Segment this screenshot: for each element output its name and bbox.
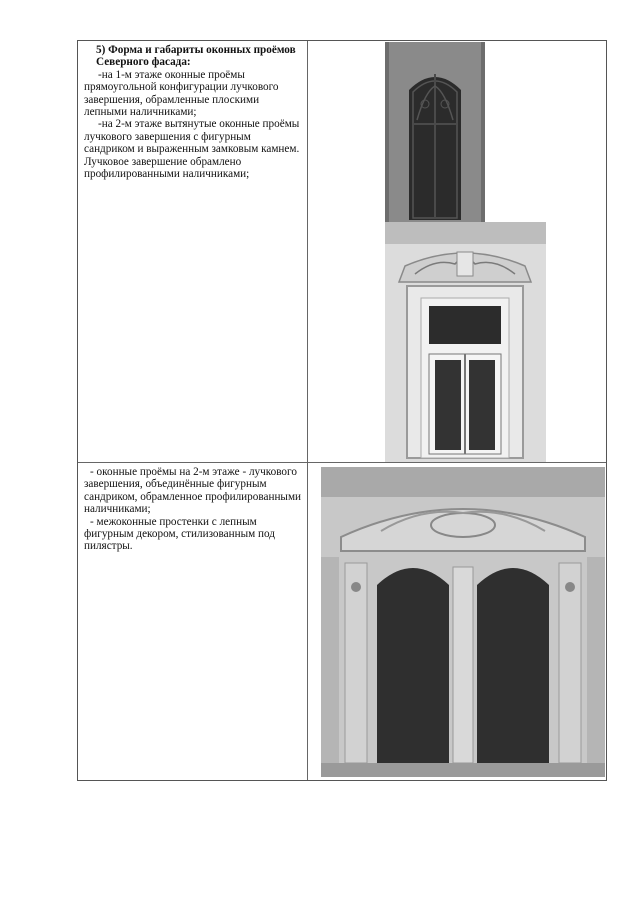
column-divider bbox=[307, 41, 308, 780]
twin-window-photo bbox=[321, 467, 605, 777]
row2-paragraph-2: - межоконные простенки с лепным фигурным декором, стилизованным под пилястры. bbox=[84, 515, 275, 553]
row1-paragraph-2: -на 2-м этаже вытянутые оконные проёмы лучкового завершения с фигурным сандриком и выраженным замковым камнем. Лучковое завершение обрамлено профилированными наличниками; bbox=[84, 118, 300, 181]
document-table bbox=[77, 40, 607, 781]
row1-paragraph-1: -на 1-м этаже оконные проёмы прямоугольной конфигурации лучкового завершения, обрамленные плоскими лепными наличниками; bbox=[84, 68, 279, 119]
row-divider bbox=[78, 462, 606, 463]
row2-paragraph-1: - оконные проёмы на 2-м этаже - лучкового завершения, объединённые фигурным сандриком, обрамленное профилированными наличниками; bbox=[84, 466, 302, 516]
row1-text-cell bbox=[84, 44, 304, 180]
section-title: 5) Форма и габариты оконных проёмов Северного фасада: bbox=[96, 44, 296, 69]
first-floor-window-photo bbox=[385, 42, 485, 222]
second-floor-window-photo bbox=[385, 222, 546, 462]
row2-text-cell bbox=[84, 466, 306, 553]
